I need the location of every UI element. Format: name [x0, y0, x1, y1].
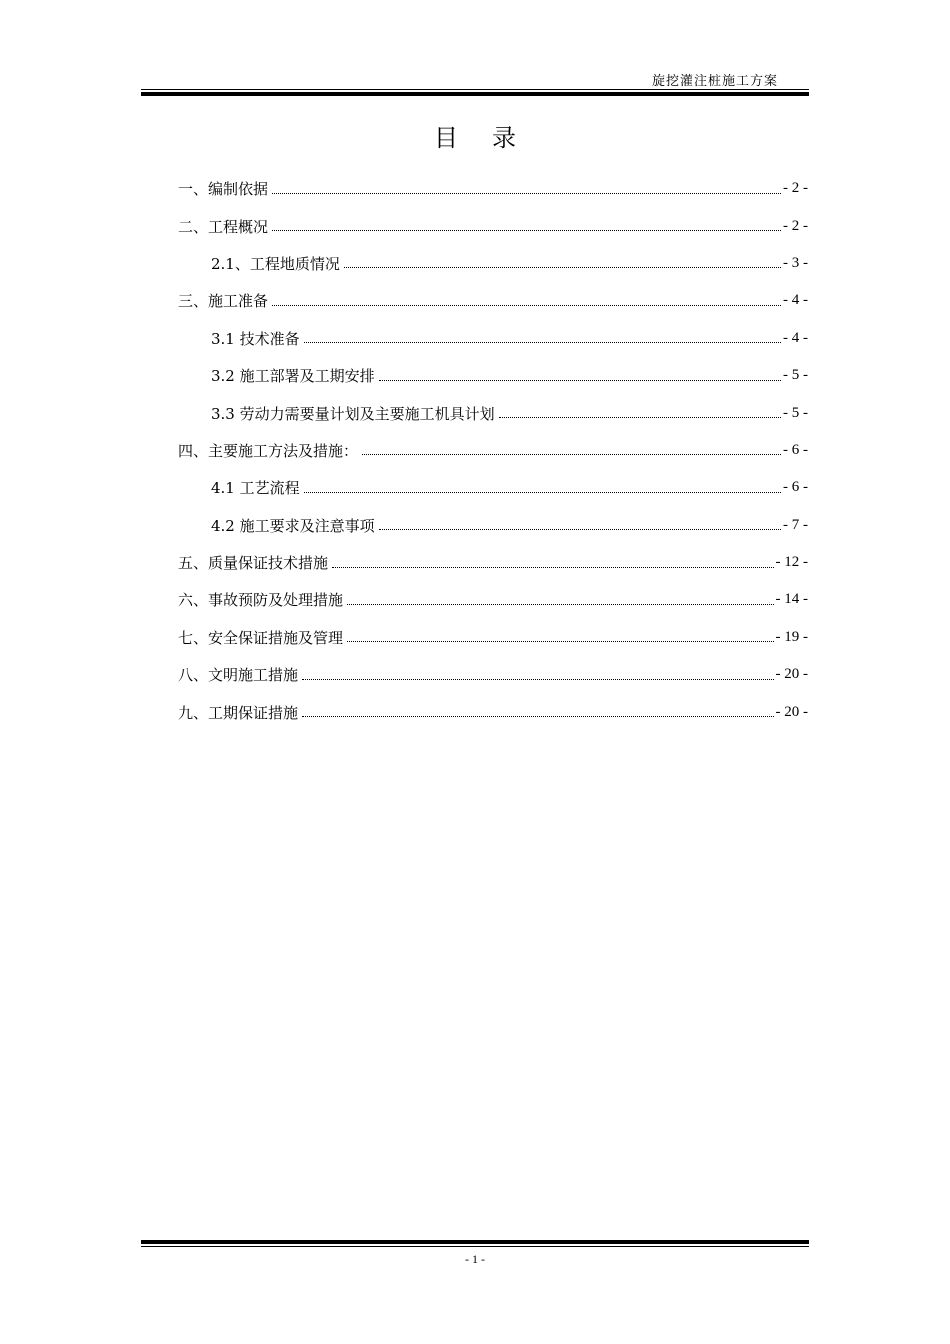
toc-dot-leader	[344, 266, 781, 268]
toc-entry[interactable]	[178, 656, 808, 693]
toc-entry-page: - 6 -	[783, 441, 808, 458]
toc-entry-label: 八、文明施工措施	[178, 664, 302, 685]
toc-dot-leader	[304, 491, 781, 493]
toc-dot-leader	[379, 379, 781, 381]
toc-dot-leader	[272, 229, 781, 231]
toc-entry[interactable]	[178, 394, 808, 431]
toc-entry-label: 4.1 工艺流程	[211, 477, 304, 498]
toc-dot-leader	[272, 192, 781, 194]
toc-dot-leader	[347, 603, 773, 605]
toc-entry[interactable]	[178, 507, 808, 544]
footer-rule-thin	[141, 1246, 809, 1247]
toc-entry-label: 九、工期保证措施	[178, 702, 302, 723]
toc-entry-page: - 7 -	[783, 516, 808, 533]
toc-entry-page: - 19 -	[775, 628, 808, 645]
toc-entry-page: - 2 -	[783, 217, 808, 234]
toc-entry-label: 3.2 施工部署及工期安排	[211, 365, 379, 386]
toc-entry-label: 七、安全保证措施及管理	[178, 627, 347, 648]
page-number: - 1 -	[465, 1252, 485, 1266]
toc-entry-label: 4.2 施工要求及注意事项	[211, 515, 379, 536]
toc-entry-page: - 5 -	[783, 404, 808, 421]
toc-entry-page: - 4 -	[783, 292, 808, 309]
toc-entry-page: - 20 -	[775, 703, 808, 720]
header-rule-thick	[141, 92, 809, 96]
toc-entry[interactable]	[178, 544, 808, 581]
toc-dot-leader	[379, 528, 781, 530]
toc-entry-page: - 6 -	[783, 479, 808, 496]
toc-entry-label: 二、工程概况	[178, 216, 272, 237]
toc-entry[interactable]	[178, 357, 808, 394]
toc-entry[interactable]	[178, 245, 808, 282]
toc-entry-label: 四、主要施工方法及措施：	[178, 440, 362, 461]
toc-entry[interactable]	[178, 469, 808, 506]
toc-entry-label: 3.3 劳动力需要量计划及主要施工机具计划	[211, 403, 499, 424]
toc-dot-leader	[332, 566, 773, 568]
toc-entry[interactable]	[178, 619, 808, 656]
header-rule-thin	[141, 89, 809, 90]
toc-dot-leader	[499, 416, 781, 418]
toc-entry-page: - 14 -	[775, 591, 808, 608]
toc-heading: 目录	[434, 124, 550, 152]
toc-entry-label: 三、施工准备	[178, 290, 272, 311]
toc-entry-page: - 3 -	[783, 254, 808, 271]
toc-entry-label: 六、事故预防及处理措施	[178, 589, 347, 610]
toc-entry-page: - 12 -	[775, 554, 808, 571]
footer-rule-thick	[141, 1240, 809, 1244]
toc-entry[interactable]	[178, 581, 808, 618]
toc-entry-page: - 20 -	[775, 666, 808, 683]
table-of-contents	[178, 170, 808, 731]
toc-dot-leader	[302, 715, 773, 717]
toc-dot-leader	[362, 453, 781, 455]
toc-entry[interactable]	[178, 170, 808, 207]
toc-entry[interactable]	[178, 693, 808, 730]
toc-entry-label: 2.1、工程地质情况	[211, 253, 344, 274]
toc-dot-leader	[302, 678, 773, 680]
toc-dot-leader	[347, 640, 773, 642]
toc-entry-page: - 4 -	[783, 329, 808, 346]
toc-entry[interactable]	[178, 320, 808, 357]
toc-entry[interactable]	[178, 207, 808, 244]
toc-entry-label: 一、编制依据	[178, 178, 272, 199]
toc-entry-page: - 5 -	[783, 367, 808, 384]
running-header: 旋挖灌注桩施工方案	[651, 74, 778, 89]
toc-entry[interactable]	[178, 432, 808, 469]
toc-entry-label: 3.1 技术准备	[211, 328, 304, 349]
toc-entry-label: 五、质量保证技术措施	[178, 552, 332, 573]
toc-dot-leader	[272, 304, 781, 306]
toc-entry[interactable]	[178, 282, 808, 319]
toc-entry-page: - 2 -	[783, 180, 808, 197]
toc-dot-leader	[304, 341, 781, 343]
